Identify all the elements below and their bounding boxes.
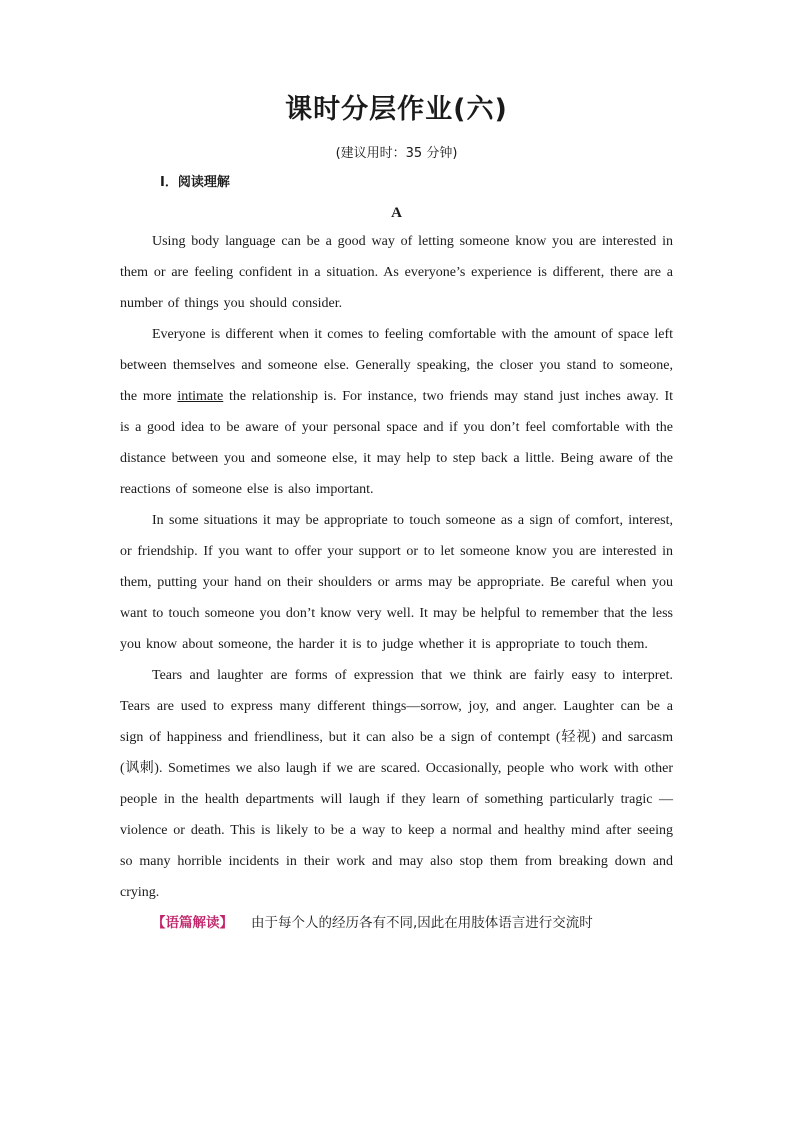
suggested-time: (建议用时：35 分钟)	[335, 146, 458, 161]
paragraph-4: Tears and laughter are forms of expression that we think are fairly easy to interpret. Tears are used to express many different things—sorrow, joy, and anger. Laughter can be a sign of happiness and friendliness, but it can also be a sign of contempt (轻视) and sarcasm (讽刺). Sometimes we also laugh if we are scared. Occasionally, people who work with other people in the health departments will laugh if they learn of something particularly tragic — violence or death. This is likely to be a way to keep a normal and healthy mind after seeing so many horrible incidents in their work and may also stop them from breaking down and crying.	[120, 668, 673, 900]
paragraph-2	[120, 319, 673, 505]
paragraph-1: Using body language can be a good way of letting someone know you are interested in them or are feeling confident in a situation. As everyone’s experience is different, there are a number of things you should consider.	[120, 234, 673, 311]
reading-note	[152, 908, 673, 939]
paragraph-2-part-1: Everyone is different when it comes to feeling comfortable with the amount of space left between themselves and someone else. Generally speaking, the closer you stand to someone, the more	[120, 327, 673, 404]
page-title: 课时分层作业(六)	[285, 94, 508, 125]
paragraph-3: In some situations it may be appropriate to touch someone as a sign of comfort, interest, or friendship. If you want to offer your support or to let someone know you are interested in them, putting your hand on their shoulders or arms may be appropriate. Be careful when you want to touch someone you don’t know very well. It may be helpful to remember that the less you know about someone, the harder it is to judge whether it is appropriate to touch them.	[120, 513, 673, 652]
underlined-word: intimate	[177, 389, 224, 404]
reading-note-text: 由于每个人的经历各有不同,因此在用肢体语言进行交流时	[251, 915, 593, 931]
passage-letter: A	[391, 205, 402, 221]
document-page	[120, 92, 673, 939]
paragraph-2-part-2: the relationship is. For instance, two friends may stand just inches away. It is a good idea to be aware of your personal space and if you don’t feel comfortable with the distance between you and someone else, it may help to step back a little. Being aware of the reactions of someone else is also important.	[120, 389, 673, 497]
reading-note-label: 【语篇解读】	[152, 915, 233, 931]
section-heading: Ⅰ．阅读理解	[160, 175, 230, 190]
